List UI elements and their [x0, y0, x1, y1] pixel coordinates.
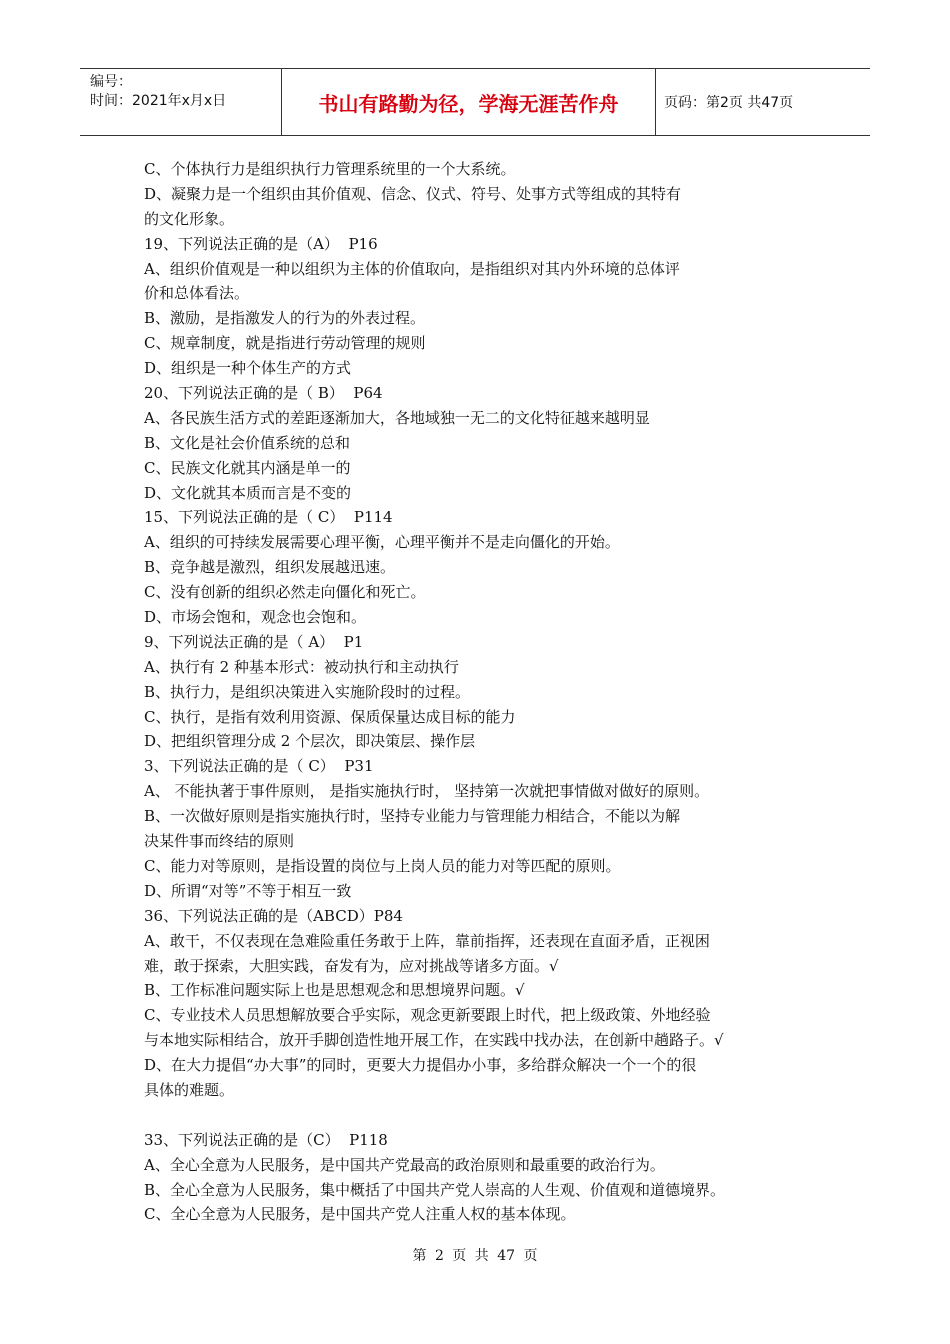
blank-line [144, 1103, 804, 1128]
text-line: B、一次做好原则是指实施执行时，坚持专业能力与管理能力相结合，不能以为解 [144, 807, 681, 826]
text-line: 15、下列说法正确的是（ C） P114 [144, 508, 393, 527]
text-line: A、组织的可持续发展需要心理平衡，心理平衡并不是走向僵化的开始。 [144, 533, 620, 552]
page-footer: 第 2 页 共 47 页 [412, 1248, 538, 1264]
text-line: A、全心全意为人民服务，是中国共产党最高的政治原则和最重要的政治行为。 [144, 1155, 665, 1174]
text-line: D、文化就其本质而言是不变的 [144, 483, 352, 502]
text-line: D、把组织管理分成 2 个层次，即决策层、操作层 [144, 732, 476, 751]
text-line: C、全心全意为人民服务，是中国共产党人注重人权的基本体现。 [144, 1205, 576, 1224]
text-line: B、全心全意为人民服务，集中概括了中国共产党人崇高的人生观、价值观和道德境界。 [144, 1180, 726, 1199]
header-meta [80, 69, 282, 135]
text-line: 价和总体看法。 [144, 284, 250, 303]
text-line: 具体的难题。 [144, 1080, 235, 1099]
text-line: 决某件事而终结的原则 [144, 832, 295, 851]
header-number-label: 编号： [90, 74, 132, 90]
text-line: 3、下列说法正确的是（ C） P31 [144, 757, 374, 776]
text-line: A、组织价值观是一种以组织为主体的价值取向，是指组织对其内外环境的总体评 [144, 259, 680, 278]
text-line: B、文化是社会价值系统的总和 [144, 433, 351, 452]
text-line: C、执行，是指有效利用资源、保质保量达成目标的能力 [144, 707, 516, 726]
text-line: 与本地实际相结合，放开手脚创造性地开展工作，在实践中找办法，在创新中趟路子。√ [144, 1031, 724, 1050]
text-line: C、没有创新的组织必然走向僵化和死亡。 [144, 583, 426, 602]
header-motto: 书山有路勤为径，学海无涯苦作舟 [282, 69, 656, 135]
text-line: 的文化形象。 [144, 209, 235, 228]
header-date-label: 时间：2021年x月x日 [90, 93, 227, 109]
text-line: A、执行有 2 种基本形式：被动执行和主动执行 [144, 657, 459, 676]
text-line: A、敢干，不仅表现在急难险重任务敢于上阵，靠前指挥，还表现在直面矛盾，正视困 [144, 931, 710, 950]
text-line: C、个体执行力是组织执行力管理系统里的一个大系统。 [144, 160, 516, 178]
text-line: 难，敢于探索，大胆实践，奋发有为，应对挑战等诸多方面。√ [144, 956, 559, 975]
text-line: D、组织是一种个体生产的方式 [144, 359, 352, 378]
text-line: 20、下列说法正确的是（ B） P64 [144, 384, 383, 403]
text-line: 36、下列说法正确的是（ABCD）P84 [144, 906, 403, 925]
text-line: B、激励，是指激发人的行为的外表过程。 [144, 309, 426, 328]
text-line: B、工作标准问题实际上也是思想观念和思想境界问题。√ [144, 981, 525, 1000]
text-line: B、执行力，是组织决策进入实施阶段时的过程。 [144, 682, 471, 701]
text-line: D、在大力提倡“办大事”的同时，更要大力提倡办小事，多给群众解决一个一个的很 [144, 1056, 697, 1075]
text-line: 19、下列说法正确的是（A） P16 [144, 234, 378, 253]
text-line: C、规章制度，就是指进行劳动管理的规则 [144, 334, 426, 353]
document-body [144, 157, 804, 1227]
text-line: A、各民族生活方式的差距逐渐加大，各地域独一无二的文化特征越来越明显 [144, 408, 650, 427]
text-line: C、能力对等原则，是指设置的岗位与上岗人员的能力对等匹配的原则。 [144, 856, 621, 875]
page-header [80, 68, 870, 136]
text-line: C、民族文化就其内涵是单一的 [144, 458, 351, 477]
header-page-info: 页码：第2页 共47页 [664, 95, 794, 111]
text-line: D、凝聚力是一个组织由其价值观、信念、仪式、符号、处事方式等组成的其特有 [144, 184, 682, 203]
text-line: C、专业技术人员思想解放要合乎实际，观念更新要跟上时代，把上级政策、外地经验 [144, 1006, 711, 1025]
text-line: D、所谓“对等”不等于相互一致 [144, 881, 352, 900]
text-line: 9、下列说法正确的是（ A） P1 [144, 632, 364, 651]
text-line: 33、下列说法正确的是（C） P118 [144, 1130, 388, 1149]
text-line: B、竞争越是激烈，组织发展越迅速。 [144, 558, 396, 577]
text-line: D、市场会饱和，观念也会饱和。 [144, 608, 367, 627]
text-line: A、 不能执著于事件原则， 是指实施执行时， 坚持第一次就把事情做对做好的原则。 [144, 782, 710, 801]
